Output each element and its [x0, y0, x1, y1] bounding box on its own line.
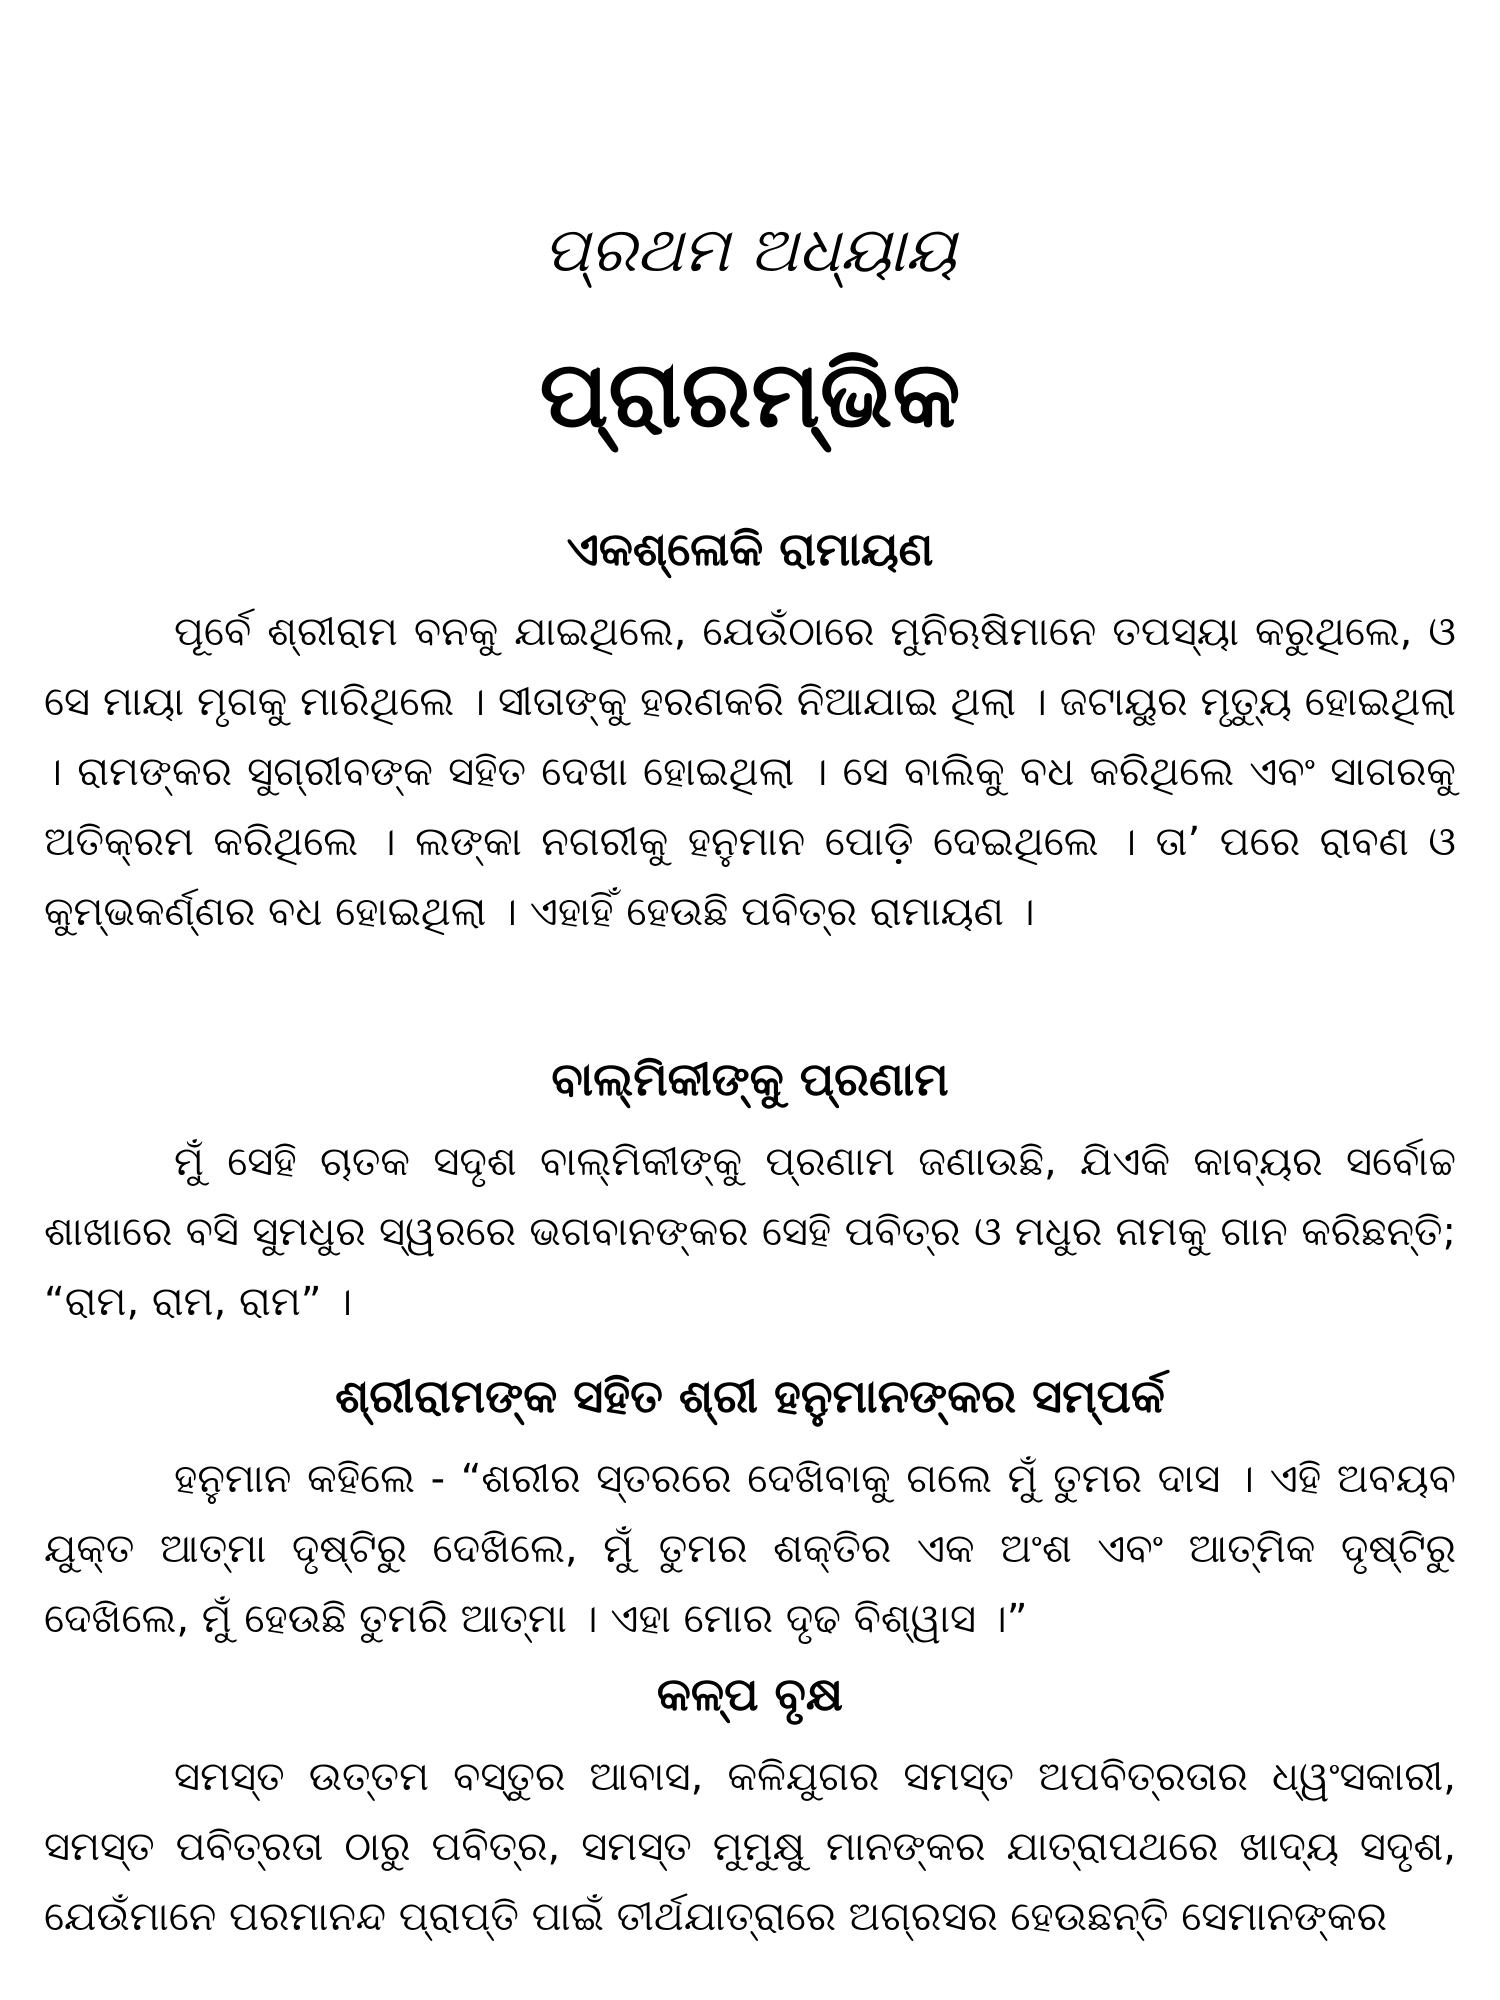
section-heading: ବାଲ୍ମିକୀଙ୍କୁ ପ୍ରଣାମ: [551, 1052, 949, 1106]
section-paragraph: ମୁଁ ସେହି ଚାତକ ସଦୃଶ ବାଲ୍ମିକୀଙ୍କୁ ପ୍ରଣାମ ଜଣାଉଛି, ଯିଏକି କାବ୍ୟର ସର୍ବୋଚ୍ଚ ଶାଖାରେ ବସି ସୁମଧୁର ସ୍ୱରରେ ଭଗବାନଙ୍କର ସେହି ପବିତ୍ର ଓ ମଧୁର ନାମକୁ ଗାନ କରିଛନ୍ତି; “ରାମ, ରାମ, ରାମ” ।: [44, 1139, 1456, 1325]
section-kalpa-vriksha: [44, 1660, 1456, 1952]
chapter-number: ପ୍ରଥମ ଅଧ୍ୟାୟ: [543, 213, 957, 286]
section-heading: କଳ୍ପ ବୃକ୍ଷ: [656, 1667, 844, 1721]
section-heading: ଶ୍ରୀରାମଙ୍କ ସହିତ ଶ୍ରୀ ହନୁମାନଙ୍କର ସମ୍ପର୍କ: [335, 1369, 1165, 1423]
section-paragraph: ସମସ୍ତ ଉତ୍ତମ ବସ୍ତୁର ଆବାସ, କଳିଯୁଗର ସମସ୍ତ ଅପବିତ୍ରତାର ଧ୍ୱଂସକାରୀ, ସମସ୍ତ ପବିତ୍ରତା ଠାରୁ ପବିତ୍ର, ସମସ୍ତ ମୁମୁକ୍ଷୁ ମାନଙ୍କର ଯାତ୍ରାପଥରେ ଖାଦ୍ୟ ସଦୃଶ, ଯେଉଁମାନେ ପରମାନନ୍ଦ ପ୍ରାପ୍ତି ପାଇଁ ତୀର୍ଥଯାତ୍ରାରେ ଅଗ୍ରସର ହେଉଛନ୍ତି ସେମାନଙ୍କର: [44, 1754, 1456, 1940]
section-paragraph: ପୂର୍ବେ ଶ୍ରୀରାମ ବନକୁ ଯାଇଥିଲେ, ଯେଉଁଠାରେ ମୁନିଋଷିମାନେ ତପସ୍ୟା କରୁଥିଲେ, ଓ ସେ ମାୟା ମୃଗକୁ ମାରିଥିଲେ । ସୀତାଙ୍କୁ ହରଣକରି ନିଆଯାଇ ଥିଲା । ଜଟାୟୁର ମୃତ୍ୟୁ ହୋଇଥିଲା । ରାମଙ୍କର ସୁଗ୍ରୀବଙ୍କ ସହିତ ଦେଖା ହୋଇଥିଲା । ସେ ବାଲିକୁ ବଧ କରିଥିଲେ ଏବଂ ସାଗରକୁ ଅତିକ୍ରମ କରିଥିଲେ । ଲଙ୍କା ନଗରୀକୁ ହନୁମାନ ପୋଡ଼ି ଦେଇଥିଲେ । ତା’ ପରେ ରାବଣ ଓ କୁମ୍ଭକର୍ଣ୍ଣର ବଧ ହୋଇଥିଲା । ଏହାହିଁ ହେଉଛି ପବିତ୍ର ରାମାୟଣ ।: [44, 609, 1456, 935]
chapter-title: ପ୍ରାରମ୍ଭିକ: [539, 341, 961, 448]
section-ekashloki-ramayana: [44, 515, 1456, 947]
section-paragraph: ହନୁମାନ କହିଲେ - “ଶରୀର ସ୍ତରରେ ଦେଖିବାକୁ ଗଲେ ମୁଁ ତୁମର ଦାସ । ଏହି ଅବୟବ ଯୁକ୍ତ ଆତ୍ମା ଦୃଷ୍ଟିରୁ ଦେଖିଲେ, ମୁଁ ତୁମର ଶକ୍ତିର ଏକ ଅଂଶ ଏବଂ ଆତ୍ମିକ ଦୃଷ୍ଟିରୁ ଦେଖିଲେ, ମୁଁ ହେଉଛି ତୁମରି ଆତ୍ମା । ଏହା ମୋର ଦୃଢ ବିଶ୍ୱାସ ।”: [44, 1456, 1456, 1642]
section-valmiki-pranam: [44, 1045, 1456, 1337]
section-heading: ଏକଶ୍ଳୋକି ରାମାୟଣ: [566, 522, 934, 576]
section-rama-hanuman-relation: [44, 1362, 1456, 1654]
